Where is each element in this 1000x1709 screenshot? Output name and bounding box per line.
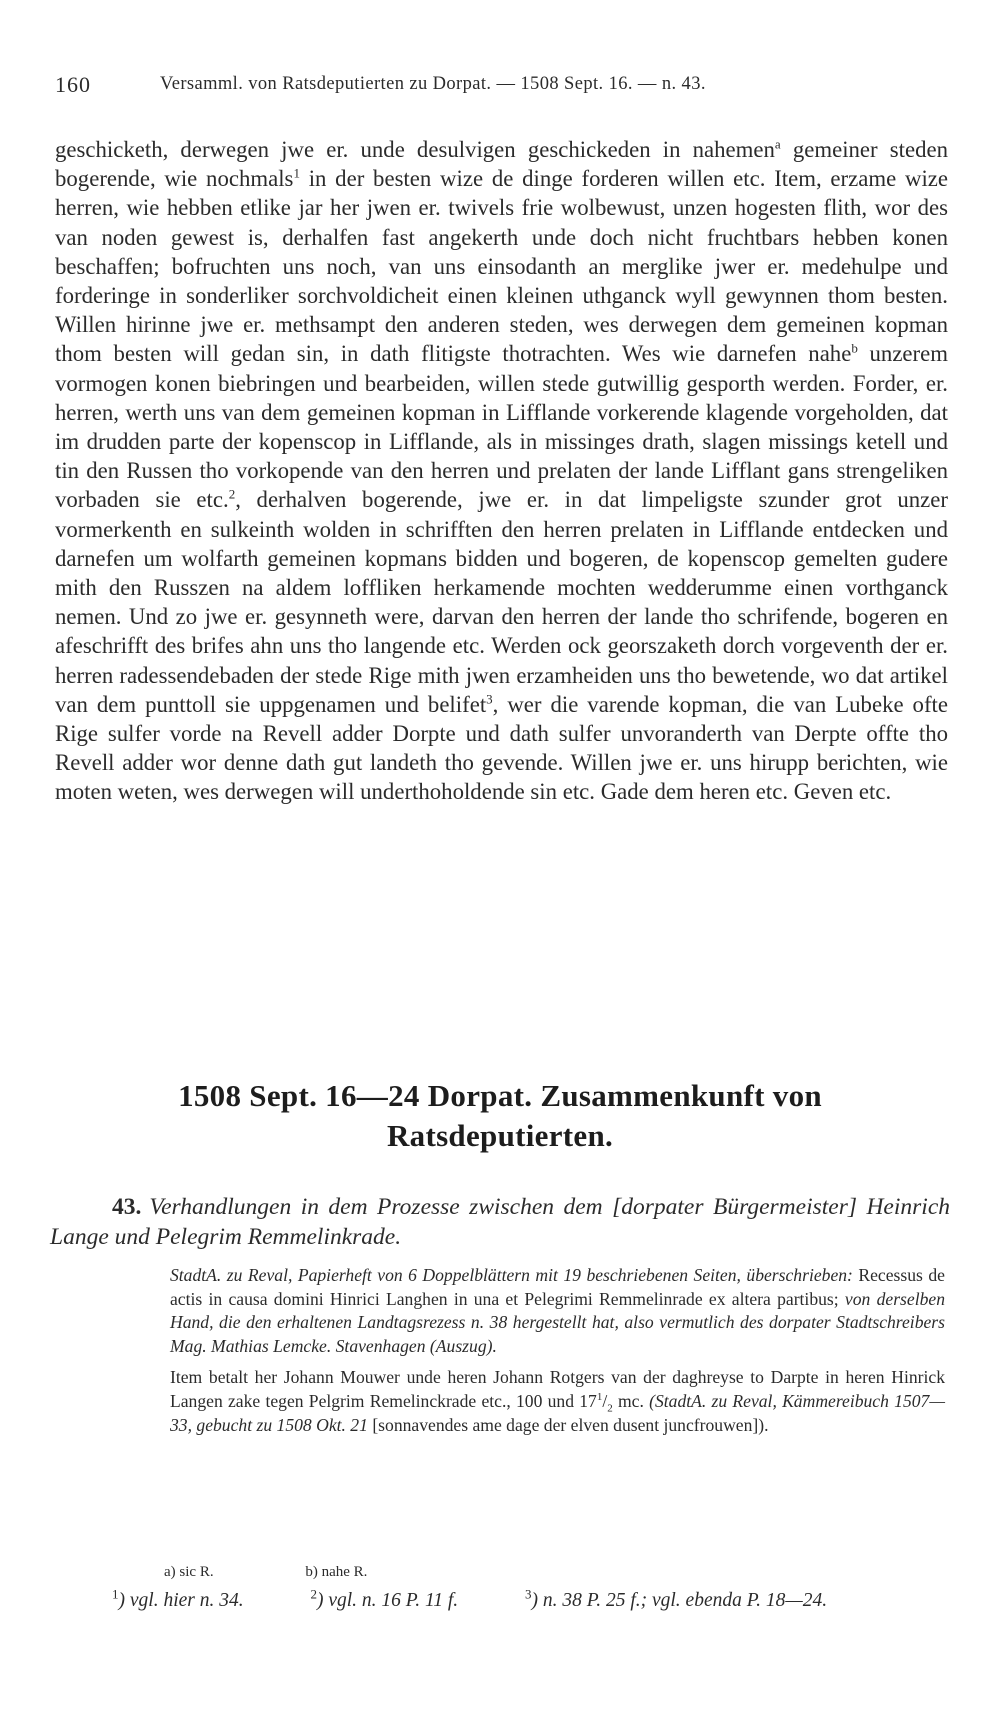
body-paragraph (55, 135, 948, 807)
fraction-denominator: 2 (607, 1402, 613, 1415)
note-marker: 3 (486, 691, 493, 707)
source-note (170, 1264, 945, 1437)
source-paragraph: Item betalt her Johann Mouwer unde heren Johann Rotgers van der daghreyse to Darpte in heren Hinrick Langen zake tegen Pelgrim Remelinckrade etc., 100 und $17^1/_2$ mc. (StadtA. zu Reval, Kämmereibuch 1507—33, gebucht zu 1508 Okt. 21 [sonnavendes ame dage der elven dusent juncfrouwen]). (170, 1367, 945, 1435)
source-text: mc. (617, 1390, 644, 1411)
note-marker: a (774, 136, 781, 152)
text-run: , derhalven bogerende, jwe er. in dat limpeligste szunder grot unzer vormerkenth en sulkeinth wolden in schrifften den herren prelaten in Lifflande entdecken und darnefen um wolfarth gemeinen kopmans bidden und bogeren, de kopenscop gemelten gudere mith den Russzen na aldem loffliken herkamende mochten wedderumme einen vorthganck nemen. Und zo jwe er. gesynneth were, darvan den herren der lande tho schrifende, bogeren en afeschrifft des brifes ahn uns tho langende etc. Werden ock georszaketh dorch vorgeventh der er. herren radessendebaden der stede Rige mith jwen erzamheiden uns tho bewetende, wo dat artikel van dem punttoll sie uppgenamen und belifet (55, 487, 949, 717)
entry-title-text: Verhandlungen in dem Prozesse zwischen dem [dorpater Bürgermeister] Heinrich Lange und Pelegrim Remmelinkrade. (50, 1194, 950, 1250)
section-heading: 1508 Sept. 16—24 Dorpat. Zusammenkunft von Ratsdeputierten. (178, 1078, 822, 1153)
footnote-3 (525, 1588, 827, 1614)
note-marker: 2 (228, 486, 236, 502)
body-text (55, 135, 948, 807)
text-run: geschicketh, derwegen jwe er. unde desulvigen geschickeden in nahemen (55, 137, 775, 162)
footnote-2 (310, 1588, 458, 1614)
footnote-b: b) nahe R. (305, 1564, 368, 1580)
footnote-text: ) vgl. n. 16 P. 11 f. (316, 1590, 459, 1611)
source-text: Item betalt her Johann Mouwer unde heren Johann Rotgers van der daghreyse to Darpte in heren Hinrick Langen zake tegen Pelgrim Remelinckrade etc., 100 und 17 (170, 1367, 945, 1411)
entry-number: 43. (112, 1194, 142, 1220)
page-number: 160 (55, 72, 91, 97)
letter-footnotes (164, 1562, 664, 1582)
source-italic: StadtA. zu Reval, Papierheft von 6 Doppelblättern mit 19 beschriebenen Seiten, überschrieben: (170, 1265, 853, 1285)
footnote-mark: 3 (525, 1586, 532, 1602)
text-run: in der besten wize de dinge forderen willen etc. Item, erzame wize herren, wie hebben etlike jar her jwen er. twivels frie wolbewust, unzen hogesten flith, wor des van noden gewest is, derhalfen fast angekerth unde doch nicht fruchtbars hebben konen beschaffen; bofruchten uns noch, van uns einsodanth an merglike jwer er. medehulpe und forderinge in sonderliker sorchvoldicheit einen kleinen uthganck wyll gewynnen thom besten. Willen hirinne jwe er. methsampt den anderen steden, wes derwegen dem gemeinen kopman thom besten will gedan sin, in dath flitigste thotrachten. Wes wie darnefen nahe (55, 166, 949, 367)
running-title: Versamml. von Ratsdeputierten zu Dorpat. — 1508 Sept. 16. — n. 43. (160, 74, 706, 94)
entry-title (50, 1192, 950, 1252)
source-text: [sonnavendes ame dage der elven dusent juncfrouwen]). (372, 1414, 769, 1435)
fraction-numerator: 1 (596, 1391, 603, 1404)
source-italic: von derselben Hand, die den erhaltenen Landtagsrezess n. 38 hergestellt hat, also vermutlich des dorpater Stadtschreibers Mag. Mathias Lemcke. Stavenhagen (Auszug). (170, 1288, 945, 1356)
source-text: Recessus de actis in causa domini Hinrici Langhen in una et Pelegrimi Remmelinrade ex altera partibus; (170, 1265, 945, 1309)
footnote-text: ) n. 38 P. 25 f.; vgl. ebenda P. 18—24. (531, 1590, 828, 1611)
text-run: , wer die varende kopman, die van Lubeke ofte Rige sulfer vorde na Revell adder Dorpte und dath sulfer unvoranderth van Derpte offte tho Revell adder wor denne dath gut landeth tho gevende. Willen jwe er. uns hirupp berichten, wie moten weten, wes derwegen will underthoholdende sin etc. Gade dem heren etc. Geven etc. (55, 691, 949, 805)
footnote-a: a) sic R. (164, 1564, 214, 1580)
footnote-1 (112, 1588, 244, 1614)
numbered-footnotes (112, 1588, 952, 1614)
note-marker: b (851, 340, 858, 356)
text-run: unzerem vormogen konen biebringen und bearbeiden, willen stede gutwillig gesporth werden. Forder, er. herren, werth uns van dem gemeinen kopman in Lifflande vorkerende klagende vorgeholden, dat im drudden parte der kopenscop in Lifflande, als in missinges drath, slagen missings ketell und tin den Russen tho vorkopende van den herren und prelaten der lande Lifflant gans strengeliken vorbaden sie etc. (55, 341, 948, 513)
footnote-mark: 2 (310, 1586, 317, 1602)
source-paragraph (170, 1264, 945, 1358)
note-marker: 1 (293, 165, 300, 181)
footnote-text: ) vgl. hier n. 34. (118, 1590, 244, 1611)
source-italic: (StadtA. zu Reval, Kämmereibuch 1507—33, gebucht zu 1508 Okt. 21 (170, 1390, 945, 1435)
text-run: gemeiner steden bogerende, wie nochmals (55, 137, 949, 192)
running-header (55, 72, 945, 102)
footnote-mark: 1 (112, 1586, 119, 1602)
